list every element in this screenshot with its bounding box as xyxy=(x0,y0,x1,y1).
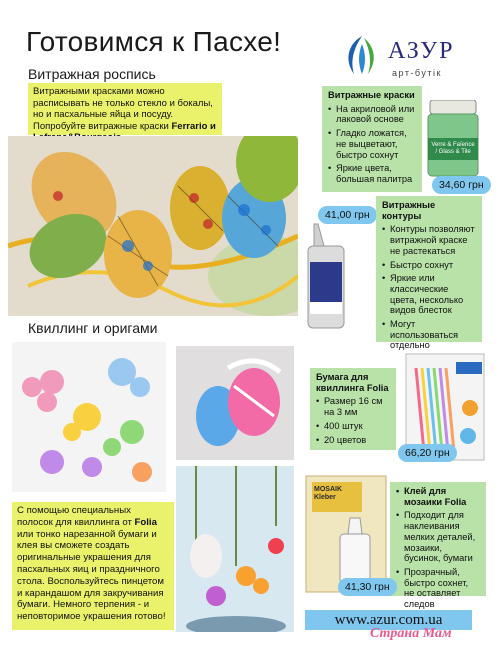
product-contours-bullet: • Контуры позволяют витражной краске не растекаться xyxy=(382,224,476,256)
painted-eggs-photo xyxy=(8,136,298,316)
quilling-intro-text-a: С помощью специальных полосок для квиллинга от xyxy=(17,505,132,528)
product-paints-info xyxy=(322,86,422,192)
product-contours-bullet: • Яркие или классические цвета, несколько видов блесток xyxy=(382,273,476,316)
website-link[interactable]: www.azur.com.ua xyxy=(305,610,472,630)
quilling-flowers-photo xyxy=(12,342,166,492)
intro-text: Витражными красками можно расписывать не только стекло и бокалы, но и пасхальные яйца и посуду. Попробуйте витражные краски xyxy=(33,86,213,132)
quilling-intro xyxy=(12,502,174,630)
contour-tube-image xyxy=(300,222,372,332)
price-glue: 41,30 грн xyxy=(338,578,397,596)
product-glue-bullet: • Прозрачный, быстро сохнет, не оставляет следов xyxy=(396,567,480,610)
product-contours-bullet: • Могут использоваться отдельно xyxy=(382,319,476,351)
quilled-flowers-vase-photo xyxy=(176,466,294,632)
product-paints-bullet: • Яркие цвета, большая палитра xyxy=(328,163,416,184)
product-paints-heading: Витражные краски xyxy=(328,90,415,100)
brand-name: АЗУР xyxy=(388,38,455,64)
quilling-intro-text-b: или тонко нарезанной бумаги и клея вы сможете создать оригинальные украшения для пасхальных яиц и праздничного стола. Воспользуйтесь пинцетом и карандашом для закручивания бумаги. Немного терпения - и неповторимое украшения готово! xyxy=(17,528,166,623)
section-heading-stained-glass: Витражная роспись xyxy=(28,66,156,82)
product-quilling-paper-heading: Бумага для квиллинга Folia xyxy=(316,372,389,393)
brand-tagline: арт-бутік xyxy=(392,68,442,78)
price-quilling-paper: 66,20 грн xyxy=(398,444,457,462)
product-quilling-paper-bullet: • 400 штук xyxy=(316,421,390,432)
product-contours-heading: Витражные контуры xyxy=(382,200,436,221)
product-quilling-paper-bullet: • Размер 16 см на 3 мм xyxy=(316,396,390,417)
watermark: Страна Мам xyxy=(370,626,452,641)
product-paints-bullet: • На акриловой или лаковой основе xyxy=(328,104,416,125)
paint-jar-image xyxy=(424,100,482,178)
product-glue-info xyxy=(390,482,486,610)
product-glue-heading: • Клей для мозаики Folia xyxy=(396,486,480,507)
glue-bottle-label: MOSAIK Kleber xyxy=(314,486,342,501)
paint-jar-label: Verre & Faïence / Glass & Tile xyxy=(431,142,475,155)
product-contours-bullet: • Быстро сохнут xyxy=(382,260,476,271)
product-paints-bullet: • Гладко ложатся, не выцветают, быстро сохнут xyxy=(328,128,416,160)
price-paints: 34,60 грн xyxy=(432,176,491,194)
product-contours-info xyxy=(376,196,482,351)
product-glue-bullet: • Подходит для наклеивания мелких деталей, мозаики, бусинок, бумаги xyxy=(396,510,480,564)
product-quilling-paper-bullet: • 20 цветов xyxy=(316,435,390,446)
azur-logo-icon xyxy=(340,32,386,78)
quilling-intro-brand: Folia xyxy=(134,516,157,528)
quilled-eggs-photo xyxy=(176,346,294,460)
section-heading-quilling: Квиллинг и оригами xyxy=(28,320,158,336)
page-title: Готовимся к Пасхе! xyxy=(26,26,282,57)
stained-glass-intro xyxy=(28,83,222,135)
price-contours: 41,00 грн xyxy=(318,206,377,224)
intro-brands: Ferrario и xyxy=(171,120,216,132)
product-quilling-paper-info xyxy=(310,368,396,450)
glue-bottle-image xyxy=(304,474,388,594)
